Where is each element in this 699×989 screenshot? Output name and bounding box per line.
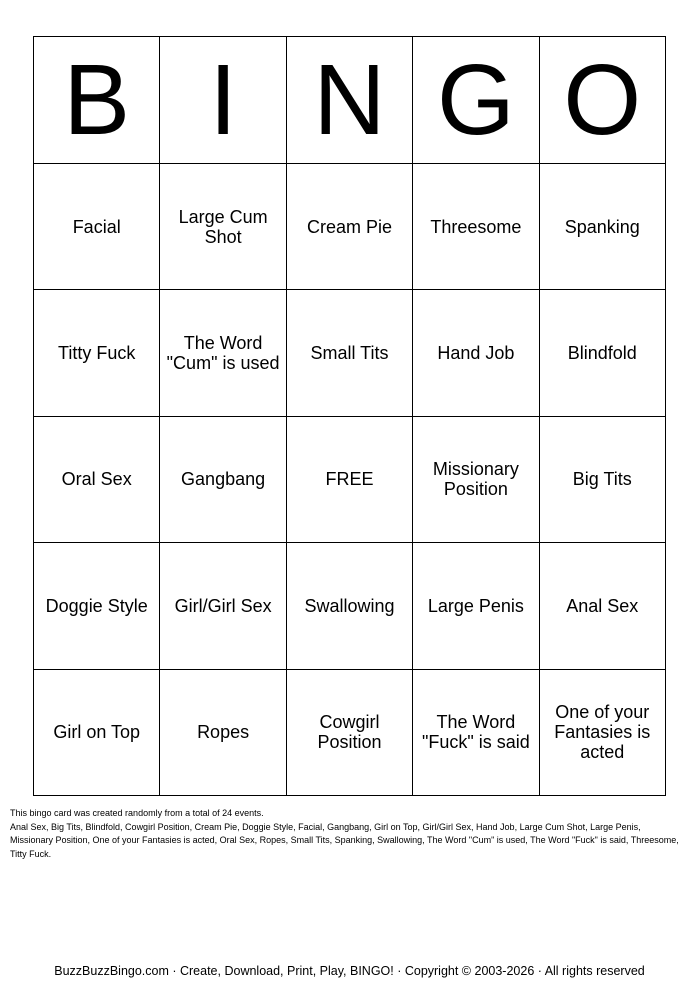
bingo-cell: Facial [34, 164, 160, 290]
bingo-cell: Cream Pie [286, 164, 412, 290]
bingo-cell: Gangbang [160, 416, 286, 542]
bingo-row [34, 416, 666, 542]
bingo-card [33, 36, 666, 796]
card-info-event-list: Anal Sex, Big Tits, Blindfold, Cowgirl Position, Cream Pie, Doggie Style, Facial, Gangbang, Girl on Top, Girl/Girl Sex, Hand Job, Large Cum Shot, Large Penis, Missionary Position, One of your Fantasies is acted, Oral Sex, Ropes, Small Tits, Spanking, Swallowing, The Word "Cum" is used, The Word "Fuck" is said, Threesome, Titty Fuck. [10, 821, 679, 859]
bingo-cell: Blindfold [539, 290, 665, 416]
bingo-cell: Doggie Style [34, 543, 160, 669]
header-letter-g: G [413, 37, 539, 164]
bingo-cell: Small Tits [286, 290, 412, 416]
card-info [10, 807, 685, 861]
bingo-cell: One of your Fantasies is acted [539, 669, 665, 795]
bingo-cell: Girl/Girl Sex [160, 543, 286, 669]
bingo-row [34, 290, 666, 416]
bingo-free-cell: FREE [286, 416, 412, 542]
bingo-header-row [34, 37, 666, 164]
header-letter-n: N [286, 37, 412, 164]
bingo-cell: Swallowing [286, 543, 412, 669]
bingo-cell: Large Penis [413, 543, 539, 669]
bingo-cell: The Word "Fuck" is said [413, 669, 539, 795]
bingo-cell: Missionary Position [413, 416, 539, 542]
card-info-summary: This bingo card was created randomly from a total of 24 events. [10, 808, 264, 818]
header-letter-b: B [34, 37, 160, 164]
bingo-cell: Girl on Top [34, 669, 160, 795]
bingo-cell: Hand Job [413, 290, 539, 416]
bingo-row [34, 543, 666, 669]
header-letter-i: I [160, 37, 286, 164]
bingo-row [34, 669, 666, 795]
bingo-cell: Big Tits [539, 416, 665, 542]
bingo-cell: Anal Sex [539, 543, 665, 669]
bingo-row [34, 164, 666, 290]
bingo-cell: Large Cum Shot [160, 164, 286, 290]
footer-copyright: BuzzBuzzBingo.com · Create, Download, Print, Play, BINGO! · Copyright © 2003-2026 · All rights reserved [54, 964, 645, 978]
bingo-cell: Titty Fuck [34, 290, 160, 416]
header-letter-o: O [539, 37, 665, 164]
bingo-cell: Cowgirl Position [286, 669, 412, 795]
bingo-cell: Spanking [539, 164, 665, 290]
bingo-cell: Ropes [160, 669, 286, 795]
bingo-cell: Threesome [413, 164, 539, 290]
bingo-cell: Oral Sex [34, 416, 160, 542]
bingo-cell: The Word "Cum" is used [160, 290, 286, 416]
